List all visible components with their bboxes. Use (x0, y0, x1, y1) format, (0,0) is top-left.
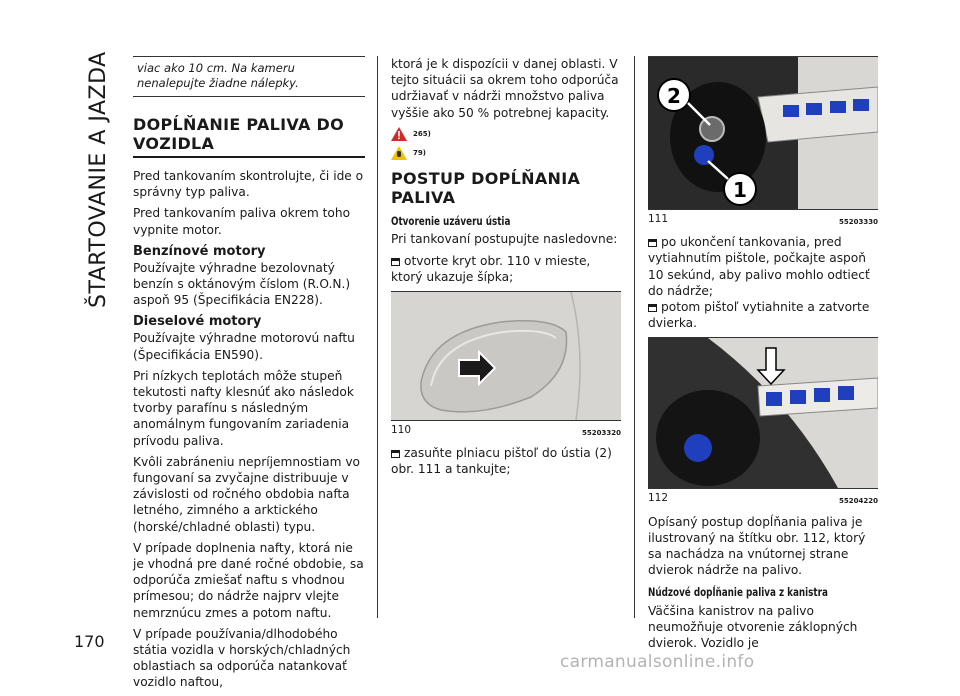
paragraph: V prípade doplnenia nafty, ktorá nie je vhodná pre dané ročné obdobie, sa odporúča zmiešať naftu s vhodnou prímesou; do nádrže najprv vlejte nemrznúcu zmes a potom naftu. (133, 540, 364, 620)
figure-111 (648, 56, 878, 210)
column-3 (648, 56, 878, 656)
watermark: carmanualsonline.info (560, 652, 755, 672)
figure-number: 112 (648, 492, 669, 505)
callout-1: 1 (733, 178, 747, 202)
figure-110 (391, 291, 621, 421)
column-divider-2 (634, 56, 635, 618)
figure-112 (648, 337, 878, 489)
fuel-filler-open-illustration (648, 57, 878, 209)
subheading-emergency: Núdzové dopĺňanie paliva z kanistra (648, 585, 828, 600)
side-chapter-tab (78, 51, 118, 308)
bullet-item: po ukončení tankovania, pred vytiahnutím pištole, počkajte aspoň 10 sekúnd, aby palivo mohlo odtiecť do nádrže; (648, 235, 870, 298)
subheading-opening: Otvorenie uzáveru ústia (391, 214, 511, 229)
bullet-icon (648, 239, 657, 247)
figure-number: 110 (391, 424, 412, 437)
section-heading-refueling: DOPĹŇANIE PALIVA DO VOZIDLA (133, 115, 365, 158)
bullet-item: otvorte kryt obr. 110 v mieste, ktorý ukazuje šípka; (391, 253, 591, 284)
caution-hand-icon (391, 146, 407, 160)
column-2 (391, 56, 621, 483)
paragraph: Pri nízkych teplotách môže stupeň tekutosti nafty klesnúť ako následok tvorby parafínu s následným anomálnym fungovaním zariadenia prívodu paliva. (133, 368, 354, 448)
bullet-icon (391, 450, 400, 458)
paragraph: Pred tankovaním paliva okrem toho vypnite motor. (133, 206, 351, 237)
paragraph: Používajte výhradne bezolovnatý benzín s oktánovým číslom (R.O.N.) aspoň 95 (Špecifikácia EN228). (133, 260, 351, 308)
page-number: 170 (74, 632, 105, 651)
subheading-petrol: Benzínové motory (133, 243, 266, 259)
subheading-diesel: Dieselové motory (133, 314, 262, 330)
callout-2: 2 (667, 84, 681, 108)
paragraph: Používajte výhradne motorovú naftu (Špecifikácia EN590). (133, 331, 355, 362)
figure-code: 55203320 (582, 429, 621, 438)
warning-reference-1: 265) (391, 126, 621, 142)
warning-triangle-icon (391, 127, 407, 141)
bullet-item: zasuňte plniacu pištoľ do ústia (2) obr. 111 a tankujte; (391, 446, 612, 477)
column-divider-1 (377, 56, 378, 618)
paragraph: V prípade používania/dlhodobého státia vozidla v horských/chladných oblastiach sa odporúča natankovať vozidlo naftou, (133, 626, 351, 690)
camera-note: viac ako 10 cm. Na kameru nenalepujte žiadne nálepky. (133, 56, 365, 97)
figure-code: 55203330 (839, 218, 878, 226)
figure-caption (648, 211, 878, 230)
column-1 (133, 56, 365, 696)
figure-caption (391, 422, 621, 441)
paragraph: Opísaný postup dopĺňania paliva je ilustrovaný na štítku obr. 112, ktorý sa nachádza na vnútornej strane dvierok nádrže na palivo. (648, 514, 866, 578)
bullet-icon (648, 304, 657, 312)
bullet-icon (391, 258, 400, 266)
figure-number: 111 (648, 213, 669, 225)
figure-caption (648, 490, 878, 509)
bullet-item: potom pištoľ vytiahnite a zatvorte dvierka. (648, 300, 870, 331)
paragraph: Pri tankovaní postupujte nasledovne: (391, 232, 618, 247)
paragraph: Kvôli zabráneniu nepríjemnostiam vo fungovaní sa zvyčajne distribuuje v závislosti od ročného obdobia nafta letného, zimného a arktického (horské/chladné oblasti) typu. (133, 454, 361, 534)
paragraph: ktorá je k dispozícii v danej oblasti. V tejto situácii sa okrem toho odporúča udržiavať v nádrži množstvo paliva vyššie ako 50 % potrebnej kapacity. (391, 57, 619, 120)
section-heading-procedure: POSTUP DOPĹŇANIA PALIVA (391, 169, 581, 208)
warning-reference-2: 79) (391, 145, 621, 161)
chapter-title: ŠTARTOVANIE A JAZDA (86, 51, 111, 308)
figure-code: 55204220 (839, 497, 878, 506)
fuel-door-closed-illustration (391, 292, 621, 420)
paragraph: Pred tankovaním skontrolujte, či ide o správny typ paliva. (133, 169, 364, 200)
fuel-door-label-illustration (648, 338, 878, 488)
paragraph: Väčšina kanistrov na palivo neumožňuje otvorenie záklopných dvierok. Vozidlo je (648, 603, 858, 651)
